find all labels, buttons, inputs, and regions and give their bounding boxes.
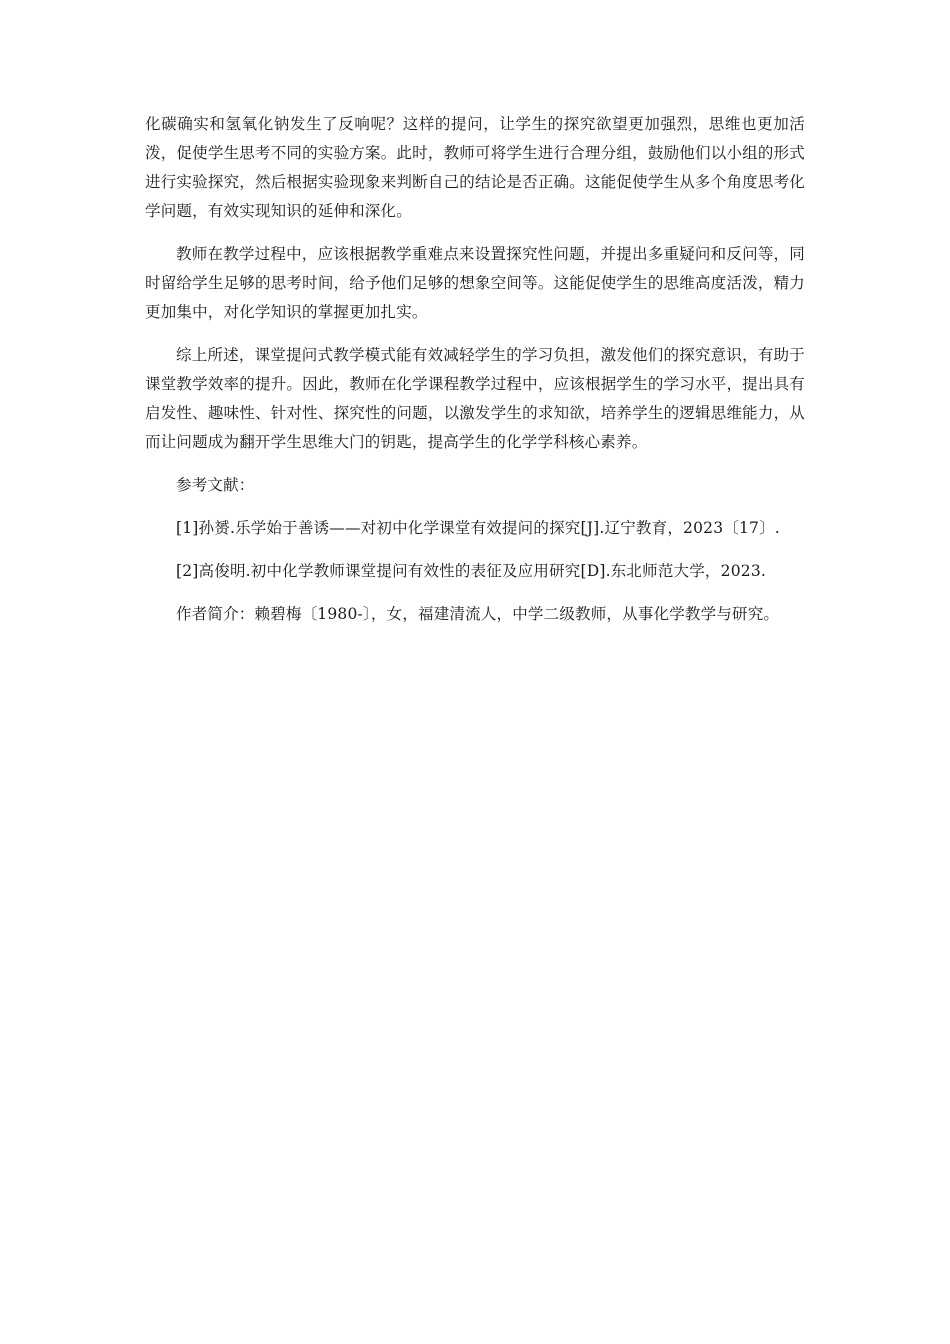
body-paragraph: 教师在教学过程中，应该根据教学重难点来设置探究性问题，并提出多重疑问和反问等，同时留给学生足够的思考时间，给予他们足够的想象空间等。这能促使学生的思维高度活泼，精力更加集中，对化学知识的掌握更加扎实。 [145,245,805,321]
reference-item-1: [1]孙赟.乐学始于善诱——对初中化学课堂有效提问的探究[J].辽宁教育，2023〔17〕. [176,519,780,537]
conclusion-paragraph: 综上所述，课堂提问式教学模式能有效减轻学生的学习负担，激发他们的探究意识，有助于课堂教学效率的提升。因此，教师在化学课程教学过程中，应该根据学生的学习水平，提出具有启发性、趣味性、针对性、探究性的问题，以激发学生的求知欲，培养学生的逻辑思维能力，从而让问题成为翻开学生思维大门的钥匙，提高学生的化学学科核心素养。 [145,346,805,451]
document-page [145,110,805,643]
reference-item-2: [2]高俊明.初中化学教师课堂提问有效性的表征及应用研究[D].东北师范大学，2023. [176,562,767,580]
author-bio: 作者简介：赖碧梅〔1980-〕，女，福建清流人，中学二级教师，从事化学教学与研究。 [176,605,780,623]
body-paragraph-continued: 化碳确实和氢氧化钠发生了反响呢？这样的提问，让学生的探究欲望更加强烈，思维也更加活泼，促使学生思考不同的实验方案。此时，教师可将学生进行合理分组，鼓励他们以小组的形式进行实验探究，然后根据实验现象来判断自己的结论是否正确。这能促使学生从多个角度思考化学问题，有效实现知识的延伸和深化。 [145,115,805,220]
references-heading: 参考文献： [176,476,255,494]
